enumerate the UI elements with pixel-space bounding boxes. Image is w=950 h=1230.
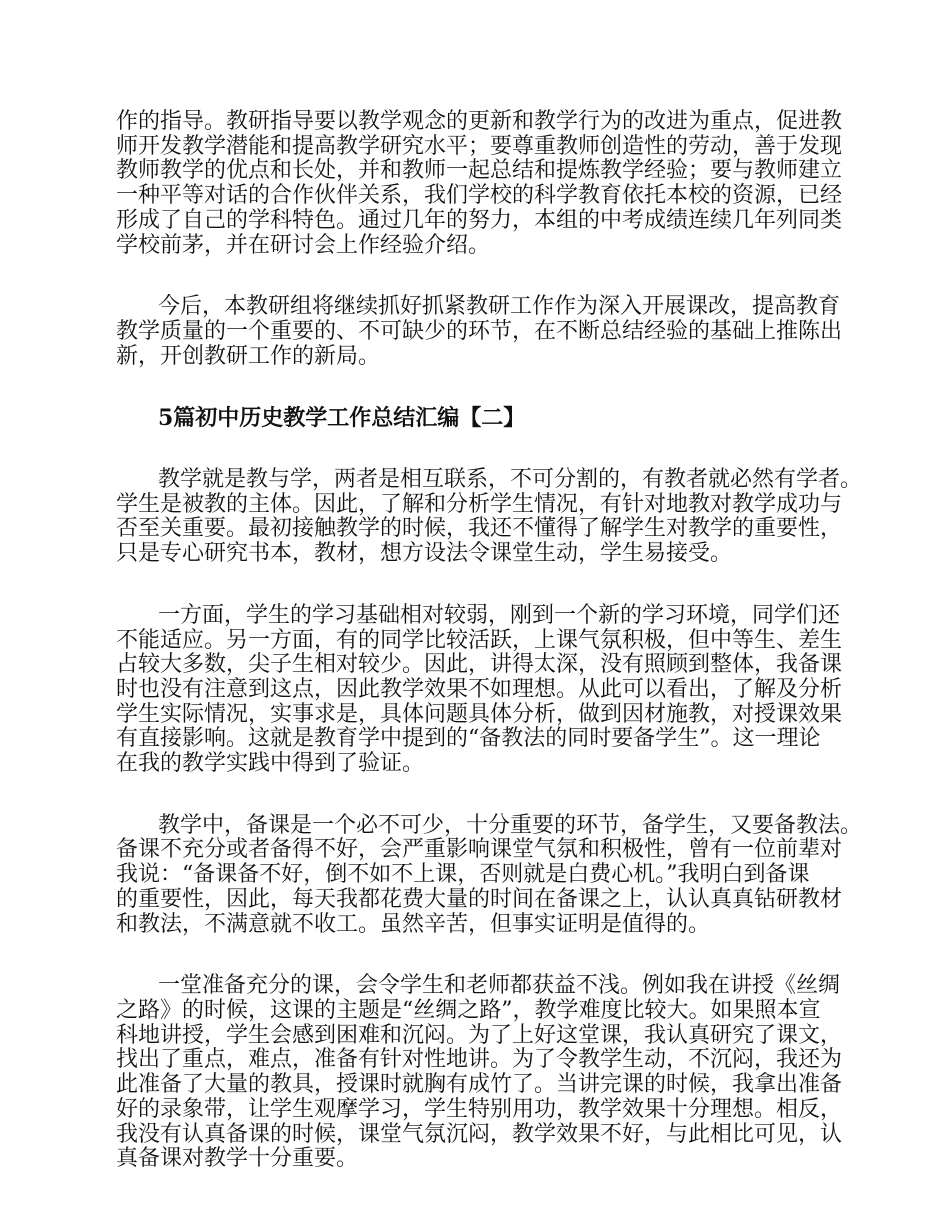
text-line: 好的录象带，让学生观摩学习，学生特别用功，教学效果十分理想。相反， bbox=[116, 1096, 843, 1122]
text-line: 的重要性，因此，每天我都花费大量的时间在备课之上，认认真真钻研教材 bbox=[116, 886, 843, 912]
section-heading: 5篇初中历史教学工作总结汇编【二】 bbox=[158, 405, 526, 432]
paragraph-gap bbox=[116, 937, 838, 974]
text-line: 真备课对教学十分重要。 bbox=[116, 1146, 359, 1172]
text-line: 今后，本教研组将继续抓好抓紧教研工作作为深入开展课改，提高教育 bbox=[158, 294, 841, 320]
text-line: 学生实际情况，实事求是，具体问题具体分析，做到因材施教，对授课效果 bbox=[116, 701, 843, 727]
text-line: 教学中，备课是一个必不可少，十分重要的环节，备学生，又要备教法。 bbox=[158, 812, 863, 838]
text-line: 学生是被教的主体。因此，了解和分析学生情况，有针对地教对教学成功与 bbox=[116, 491, 843, 517]
text-line: 学校前茅，并在研讨会上作经验介绍。 bbox=[116, 232, 491, 258]
paragraph-4 bbox=[116, 602, 843, 777]
text-line: 教师教学的优点和长处，并和教师一起总结和提炼教学经验；要与教师建立 bbox=[116, 158, 843, 184]
text-line: 一方面，学生的学习基础相对较弱，刚到一个新的学习环境，同学们还 bbox=[158, 602, 841, 628]
text-line: 科地讲授，学生会感到困难和沉闷。为了上好这堂课，我认真研究了课文， bbox=[116, 1022, 843, 1048]
paragraph-gap bbox=[116, 567, 838, 604]
paragraph-gap bbox=[116, 369, 838, 406]
text-line: 我没有认真备课的时候，课堂气氛沉闷，教学效果不好，与此相比可见，认 bbox=[116, 1121, 843, 1147]
paragraph-gap bbox=[116, 777, 838, 814]
text-line: 有直接影响。这就是教育学中提到的“备教法的同时要备学生”。这一理论 bbox=[116, 726, 821, 752]
text-line: 师开发教学潜能和提高教学研究水平；要尊重教师创造性的劳动，善于发现 bbox=[116, 133, 843, 159]
text-line: 我说：“备课备不好，倒不如不上课，否则就是白费心机。”我明白到备课 bbox=[116, 862, 810, 888]
text-line: 作的指导。教研指导要以教学观念的更新和教学行为的改进为重点，促进教 bbox=[116, 109, 843, 134]
paragraph-3 bbox=[116, 467, 863, 567]
document-page bbox=[116, 109, 863, 1172]
text-line: 和教法，不满意就不收工。虽然辛苦，但事实证明是值得的。 bbox=[116, 911, 711, 937]
text-line: 形成了自己的学科特色。通过几年的努力，本组的中考成绩连续几年列同类 bbox=[116, 207, 843, 233]
text-line: 新，开创教研工作的新局。 bbox=[116, 343, 381, 369]
paragraph-5 bbox=[116, 812, 863, 938]
paragraph-1 bbox=[116, 109, 843, 258]
text-line: 之路》的时候，这课的主题是“丝绸之路”，教学难度比较大。如果照本宣 bbox=[116, 997, 821, 1023]
text-line: 只是专心研究书本，教材，想方设法令课堂生动，学生易接受。 bbox=[116, 541, 733, 567]
paragraph-gap bbox=[116, 431, 838, 468]
paragraph-6 bbox=[116, 973, 843, 1172]
text-line: 一堂准备充分的课，会令学生和老师都获益不浅。例如我在讲授《丝绸 bbox=[158, 973, 841, 999]
text-line: 一种平等对话的合作伙伴关系，我们学校的科学教育依托本校的资源，已经 bbox=[116, 183, 843, 209]
text-line: 否至关重要。最初接触教学的时候，我还不懂得了解学生对教学的重要性， bbox=[116, 516, 843, 542]
paragraph-2 bbox=[116, 294, 843, 369]
text-line: 不能适应。另一方面，有的同学比较活跃，上课气氛积极，但中等生、差生 bbox=[116, 627, 843, 653]
text-line: 在我的教学实践中得到了验证。 bbox=[116, 751, 425, 777]
paragraph-gap bbox=[116, 258, 838, 295]
text-line: 找出了重点，难点，准备有针对性地讲。为了令教学生动，不沉闷，我还为 bbox=[116, 1047, 843, 1073]
text-line: 备课不充分或者备得不好，会严重影响课堂气氛和积极性，曾有一位前辈对 bbox=[116, 837, 843, 863]
text-line: 时也没有注意到这点，因此教学效果不如理想。从此可以看出，了解及分析 bbox=[116, 676, 843, 702]
text-line: 此准备了大量的教具，授课时就胸有成竹了。当讲完课的时候，我拿出准备 bbox=[116, 1072, 843, 1098]
text-line: 占较大多数，尖子生相对较少。因此，讲得太深，没有照顾到整体，我备课 bbox=[116, 652, 843, 678]
text-line: 教学质量的一个重要的、不可缺少的环节，在不断总结经验的基础上推陈出 bbox=[116, 318, 843, 344]
text-line: 教学就是教与学，两者是相互联系，不可分割的，有教者就必然有学者。 bbox=[158, 467, 863, 493]
